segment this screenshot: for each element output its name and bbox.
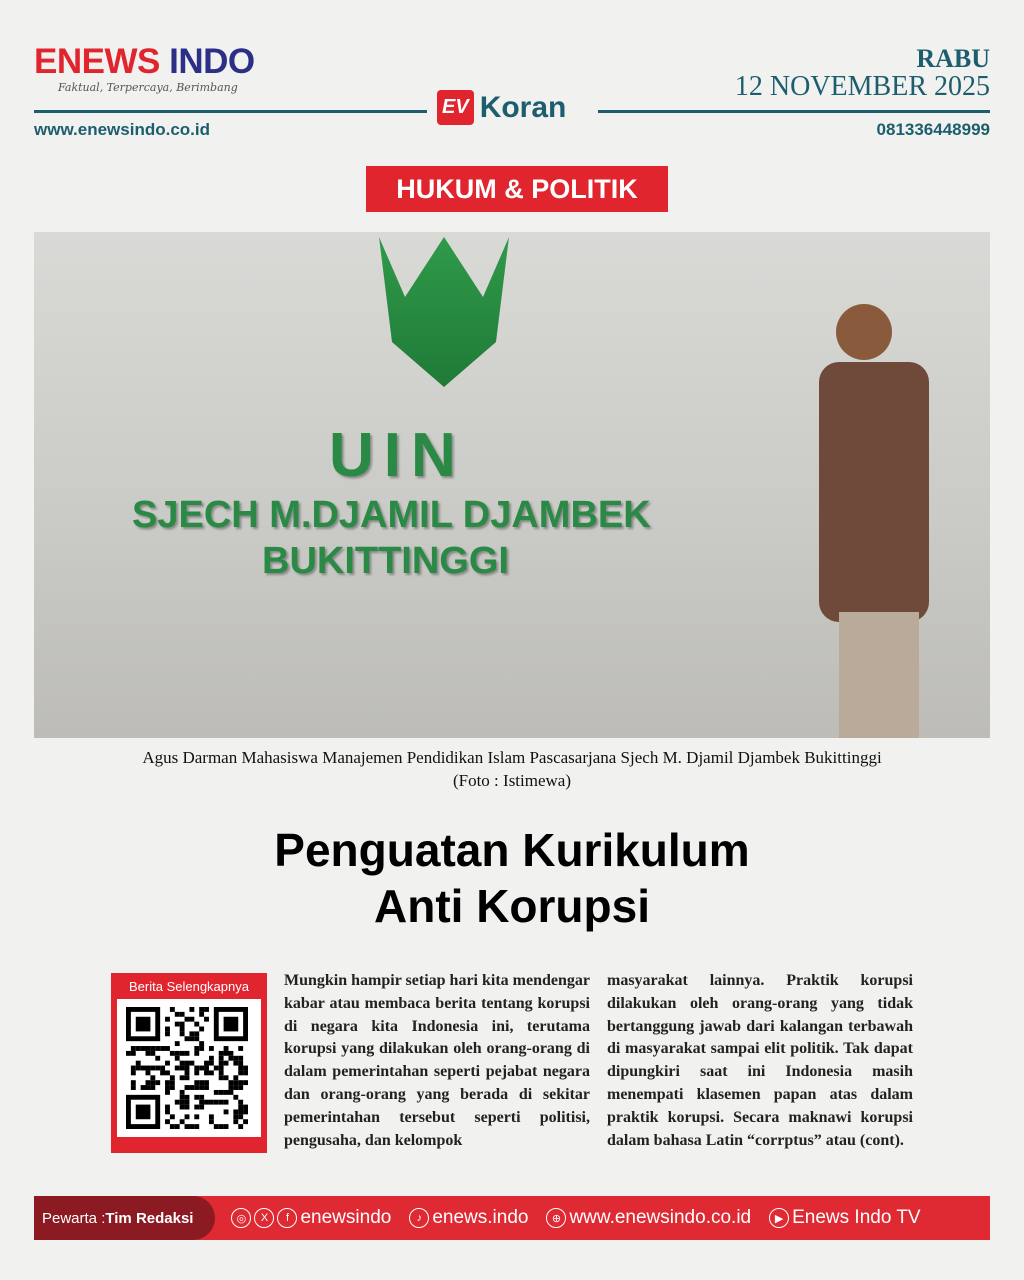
tagline: Faktual, Terpercaya, Berimbang [58,81,238,94]
x-icon: X [254,1208,274,1228]
photo-caption: Agus Darman Mahasiswa Manajemen Pendidikan Islam Pascasarjana Sjech M. Djamil Djambek Bukittinggi (Foto : Istimewa) [142,748,882,790]
date: 12 NOVEMBER 2025 [734,71,990,102]
website-url[interactable]: www.enewsindo.co.id [34,120,211,139]
phone-number: 081336448999 [876,120,990,139]
instagram-icon: ◎ [231,1208,251,1228]
reporter: Pewarta : Tim Redaksi [34,1196,215,1240]
divider [34,110,427,113]
edition-logo: EV Koran [437,90,566,125]
article-title: Penguatan Kurikulum Anti Korupsi [274,824,750,932]
youtube-link[interactable]: ▶ Enews Indo TV [769,1207,921,1229]
footer-bar [34,1196,990,1240]
day: RABU [916,44,990,73]
article-column-2: masyarakat lainnya. Praktik korupsi dilakukan oleh orang-orang yang tidak bertanggung jawab dari kalangan terbawah di masyarakat sampai elit politik. Tak dapat dipungkiri saat ini Indonesia masih menempati klasemen papan atas dalam praktik korupsi. Secara maknawi korupsi dalam bahasa Latin “corrptus” atau (cont). [607,972,913,1149]
category-badge: HUKUM & POLITIK [366,166,668,212]
article-photo: UIN SJECH M.DJAMIL DJAMBEK BUKITTINGGI [34,232,990,738]
facebook-icon: f [277,1208,297,1228]
web-link[interactable]: ⊕ www.enewsindo.co.id [546,1207,751,1229]
tiktok-icon: ♪ [409,1208,429,1228]
uin-logo [379,237,509,387]
qr-code[interactable] [117,999,261,1137]
person-figure [804,302,984,738]
globe-icon: ⊕ [546,1208,566,1228]
brand-logo: ENEWS INDO [34,42,255,81]
qr-code-box[interactable]: Berita Selengkapnya [111,973,267,1153]
social-link[interactable]: ◎ X f enewsindo [231,1207,391,1229]
divider [598,110,990,113]
youtube-icon: ▶ [769,1208,789,1228]
article-column-1: Mungkin hampir setiap hari kita mendengar kabar atau membaca berita tentang korupsi di negara kita Indonesia ini, terutama korupsi yang dilakukan oleh orang-orang di dalam pemerintahan seperti pejabat negara dan orang-orang yang berada di sekitar pemerintahan tersebut seperti politisi, pengusaha, dan kelompok [284,972,590,1149]
tiktok-link[interactable]: ♪ enews.indo [409,1207,528,1229]
